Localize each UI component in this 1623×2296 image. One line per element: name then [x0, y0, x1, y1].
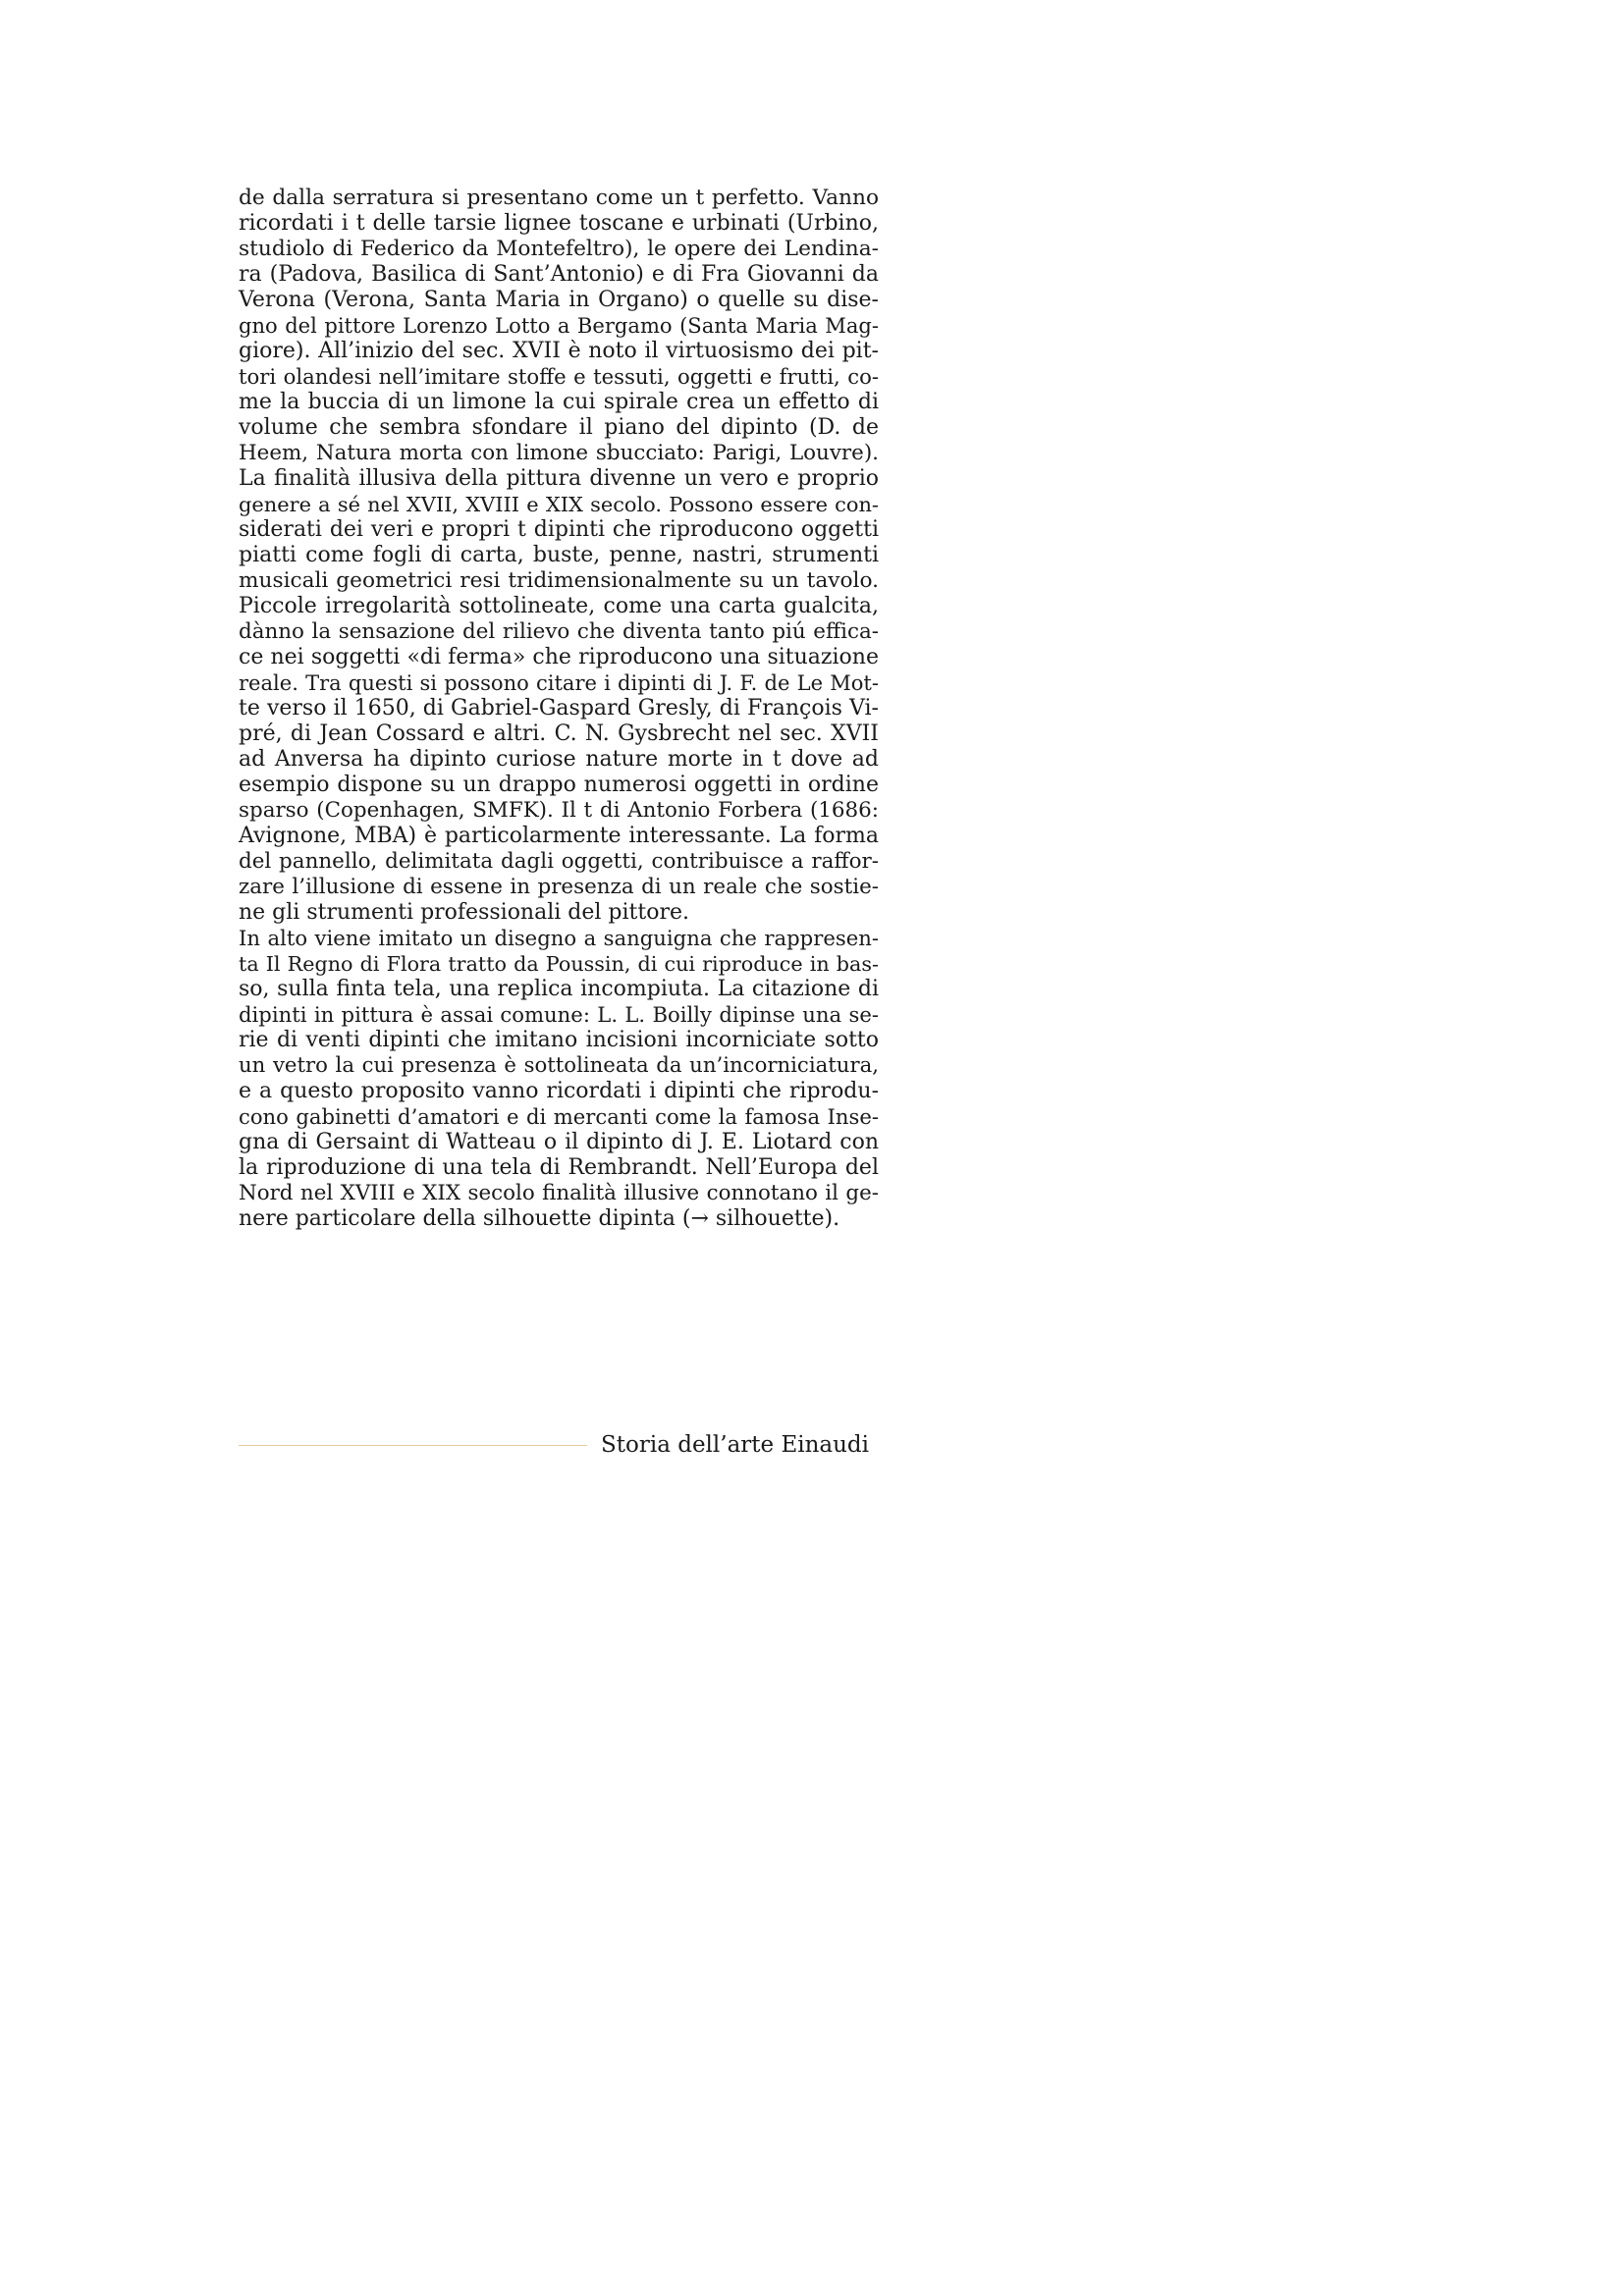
- text-line: giore). All’inizio del sec. XVII è noto il virtuosismo dei pit-: [239, 339, 879, 363]
- text-line: un vetro la cui presenza è sottolineata da un’incorniciatura,: [239, 1053, 879, 1078]
- text-line: sparso (Copenhagen, SMFK). Il t di Antonio Forbera (1686:: [239, 798, 879, 823]
- text-line: ra (Padova, Basilica di Sant’Antonio) e di Fra Giovanni da: [239, 262, 879, 287]
- text-line: ricordati i t delle tarsie lignee toscane e urbinati (Urbino,: [239, 211, 879, 236]
- text-line: esempio dispone su un drappo numerosi oggetti in ordine: [239, 773, 879, 797]
- text-line: rie di venti dipinti che imitano incisioni incorniciate sotto: [239, 1028, 879, 1052]
- text-line: La finalità illusiva della pittura divenne un vero e proprio: [239, 466, 879, 491]
- text-line: cono gabinetti d’amatori e di mercanti come la famosa Inse-: [239, 1104, 879, 1129]
- footer-title: Storia dell’arte Einaudi: [601, 1432, 870, 1458]
- text-line: so, sulla finta tela, una replica incompiuta. La citazione di: [239, 977, 879, 1001]
- text-line: me la buccia di un limone la cui spirale crea un effetto di: [239, 390, 879, 414]
- text-line: la riproduzione di una tela di Rembrandt. Nell’Europa del: [239, 1155, 879, 1180]
- text-line: ce nei soggetti «di ferma» che riproducono una situazione: [239, 645, 879, 669]
- text-line: zare l’illusione di essene in presenza di un reale che sostie-: [239, 875, 879, 899]
- text-line: siderati dei veri e propri t dipinti che riproducono oggetti: [239, 517, 879, 542]
- text-line: In alto viene imitato un disegno a sanguigna che rappresen-: [239, 926, 879, 950]
- text-line: e a questo proposito vanno ricordati i dipinti che riprodu-: [239, 1079, 879, 1103]
- text-line: Verona (Verona, Santa Maria in Organo) o quelle su dise-: [239, 288, 879, 312]
- text-line: nere particolare della silhouette dipinta (→ silhouette).: [239, 1206, 840, 1231]
- text-line: piatti come fogli di carta, buste, penne, nastri, strumenti: [239, 543, 879, 567]
- document-page: [0, 0, 1085, 1534]
- text-line: gna di Gersaint di Watteau o il dipinto di J. E. Liotard con: [239, 1130, 879, 1154]
- text-line: ne gli strumenti professionali del pittore.: [239, 900, 689, 925]
- footer-divider: [239, 1445, 587, 1446]
- text-line: studiolo di Federico da Montefeltro), le opere dei Lendina-: [239, 237, 879, 261]
- text-line: tori olandesi nell’imitare stoffe e tessuti, oggetti e frutti, co-: [239, 364, 879, 389]
- body-text: [239, 186, 879, 1232]
- text-line: te verso il 1650, di Gabriel-Gaspard Gresly, di François Vi-: [239, 696, 879, 721]
- text-line: Nord nel XVIII e XIX secolo finalità illusive connotano il ge-: [239, 1181, 879, 1205]
- text-line: musicali geometrici resi tridimensionalmente su un tavolo.: [239, 568, 879, 593]
- text-line: ta Il Regno di Flora tratto da Poussin, di cui riproduce in bas-: [239, 952, 879, 976]
- text-line: dipinti in pittura è assai comune: L. L. Boilly dipinse una se-: [239, 1002, 879, 1027]
- text-line: genere a sé nel XVII, XVIII e XIX secolo. Possono essere con-: [239, 493, 879, 516]
- text-line: ad Anversa ha dipinto curiose nature morte in t dove ad: [239, 747, 879, 772]
- text-line: del pannello, delimitata dagli oggetti, contribuisce a raffor-: [239, 849, 879, 874]
- text-line: Piccole irregolarità sottolineate, come una carta gualcita,: [239, 594, 879, 618]
- text-line: Avignone, MBA) è particolarmente interessante. La forma: [239, 824, 879, 848]
- text-line: gno del pittore Lorenzo Lotto a Bergamo (Santa Maria Mag-: [239, 313, 879, 338]
- text-line: Heem, Natura morta con limone sbucciato: Parigi, Louvre).: [239, 441, 879, 465]
- text-line: dànno la sensazione del rilievo che diventa tanto piú effica-: [239, 619, 879, 644]
- text-line: volume che sembra sfondare il piano del dipinto (D. de: [239, 415, 879, 440]
- text-line: de dalla serratura si presentano come un t perfetto. Vanno: [239, 186, 879, 210]
- text-line: reale. Tra questi si possono citare i dipinti di J. F. de Le Mot-: [239, 670, 879, 695]
- text-line: pré, di Jean Cossard e altri. C. N. Gysbrecht nel sec. XVII: [239, 721, 879, 746]
